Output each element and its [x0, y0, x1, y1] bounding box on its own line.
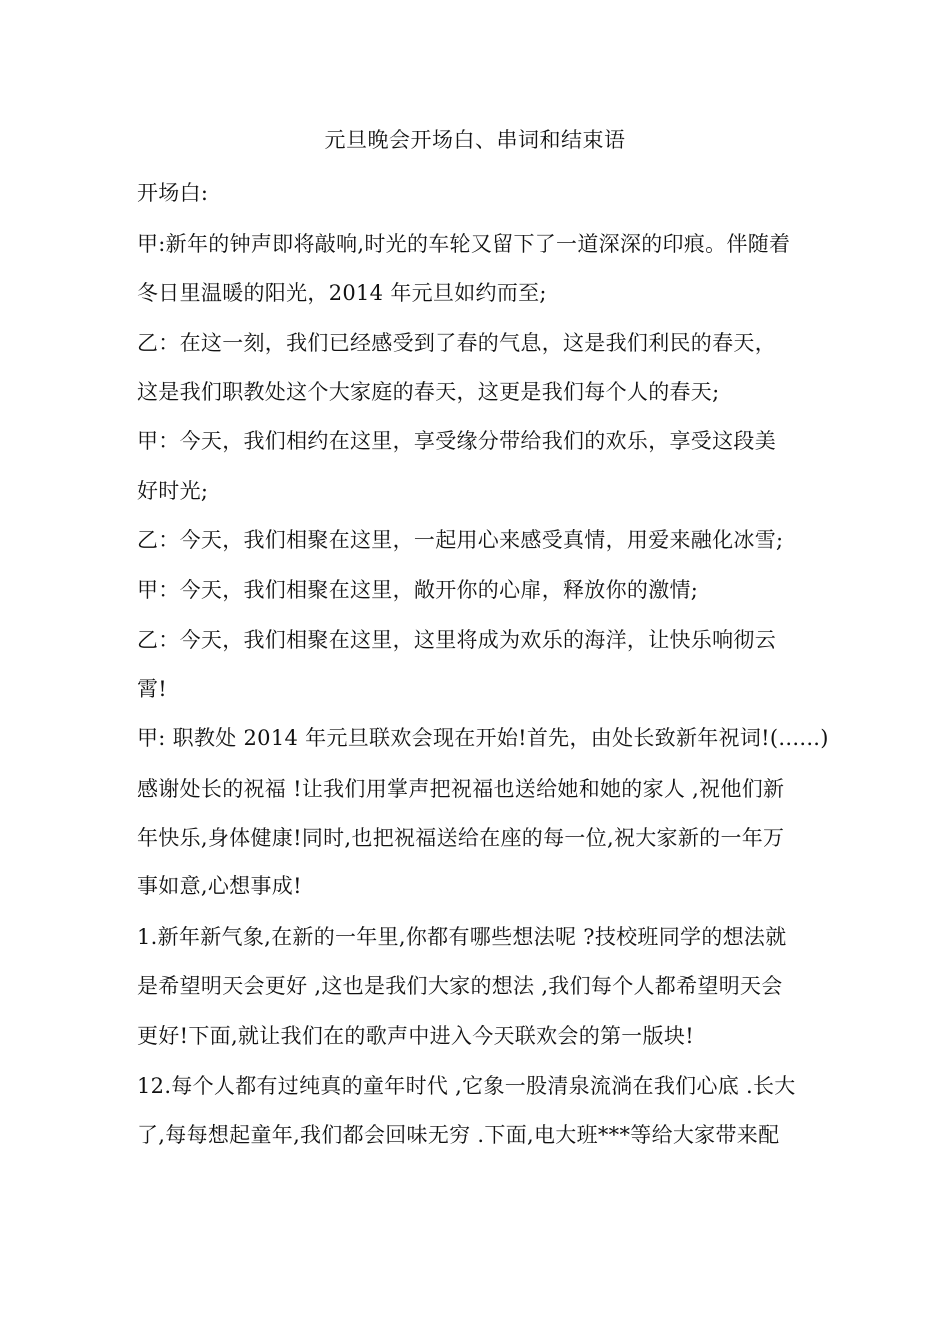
paragraph-line: 甲: 职教处 2014 年元旦联欢会现在开始!首先，由处长致新年祝词!(......) [137, 726, 829, 750]
paragraph-line: 好时光; [137, 479, 209, 503]
paragraph-line: 了,每每想起童年,我们都会回味无穷 .下面,电大班***等给大家带来配 [137, 1123, 780, 1147]
paragraph-line: 乙：今天，我们相聚在这里，这里将成为欢乐的海洋，让快乐响彻云 [137, 628, 776, 652]
paragraph-line: 乙：今天，我们相聚在这里，一起用心来感受真情，用爱来融化冰雪; [137, 528, 784, 552]
paragraph-line: 1.新年新气象,在新的一年里,你都有哪些想法呢 ?技校班同学的想法就 [137, 925, 787, 949]
paragraph-line: 这是我们职教处这个大家庭的春天，这更是我们每个人的春天; [137, 380, 720, 404]
paragraph-line: 霄! [137, 677, 168, 701]
paragraph-line: 开场白: [137, 181, 209, 205]
paragraph-line: 12.每个人都有过纯真的童年时代 ,它象一股清泉流淌在我们心底 .长大 [137, 1074, 796, 1098]
paragraph-line: 事如意,心想事成! [137, 874, 302, 898]
paragraph-line: 甲:新年的钟声即将敲响,时光的车轮又留下了一道深深的印痕。伴随着 [137, 232, 791, 256]
paragraph-line: 是希望明天会更好 ,这也是我们大家的想法 ,我们每个人都希望明天会 [137, 974, 783, 998]
document-title: 元旦晚会开场白、串词和结束语 [324, 128, 626, 152]
paragraph-line: 甲：今天，我们相约在这里，享受缘分带给我们的欢乐，享受这段美 [137, 429, 776, 453]
paragraph-line: 冬日里温暖的阳光，2014 年元旦如约而至; [137, 281, 547, 305]
paragraph-line: 甲：今天，我们相聚在这里，敞开你的心扉，释放你的激情; [137, 578, 699, 602]
paragraph-line: 年快乐,身体健康!同时,也把祝福送给在座的每一位,祝大家新的一年万 [137, 826, 785, 850]
paragraph-line: 乙：在这一刻，我们已经感受到了春的气息，这是我们利民的春天， [137, 331, 776, 355]
paragraph-line: 更好!下面,就让我们在的歌声中进入今天联欢会的第一版块! [137, 1024, 694, 1048]
paragraph-line: 感谢处长的祝福 !让我们用掌声把祝福也送给她和她的家人 ,祝他们新 [137, 777, 785, 801]
